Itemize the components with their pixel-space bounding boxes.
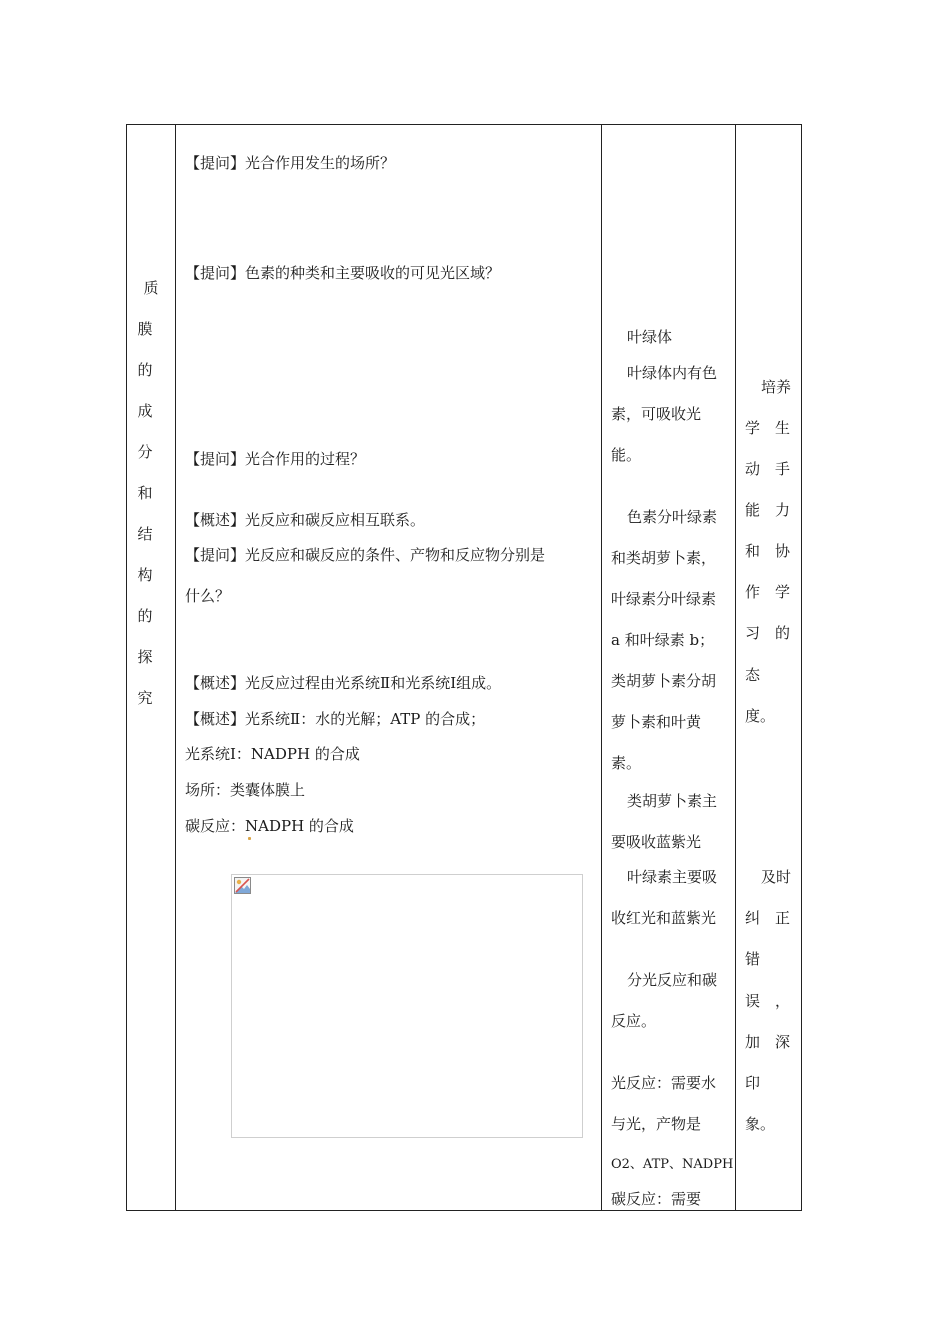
intent-text: 加 深 bbox=[745, 1033, 791, 1051]
summary-text: 【概述】光反应和碳反应相互联系。 bbox=[185, 511, 426, 529]
intent-text: 学 生 bbox=[745, 419, 791, 437]
answer-text: 分光反应和碳 bbox=[627, 971, 718, 989]
answer-text: 素。 bbox=[611, 754, 642, 772]
answer-text: 要吸收蓝紫光 bbox=[611, 833, 702, 851]
answer-text: 类胡萝卜素主 bbox=[627, 792, 718, 810]
intent-text: 习 的 bbox=[745, 624, 791, 642]
summary-text: 【概述】光系统Ⅱ：水的光解；ATP 的合成； bbox=[185, 710, 486, 728]
intent-text: 误 ， bbox=[745, 992, 791, 1010]
heading-char: 和 bbox=[137, 484, 153, 502]
answer-text: 和类胡萝卜素， bbox=[611, 549, 717, 567]
answer-text: 类胡萝卜素分胡 bbox=[611, 672, 717, 690]
heading-char: 构 bbox=[137, 566, 153, 584]
intent-text: 错 bbox=[745, 950, 761, 968]
answer-text: a 和叶绿素 b； bbox=[611, 631, 715, 649]
body-text: 碳反应：NADPH 的合成 bbox=[185, 817, 354, 835]
body-text: 场所：类囊体膜上 bbox=[185, 781, 306, 799]
answer-text: 收红光和蓝紫光 bbox=[611, 909, 717, 927]
answer-text: 叶绿体内有色 bbox=[627, 364, 718, 382]
question-text: 什么？ bbox=[185, 587, 231, 605]
question-text: 【提问】光合作用的过程？ bbox=[185, 450, 366, 468]
section-heading-column bbox=[127, 125, 175, 1210]
heading-char: 膜 bbox=[137, 320, 153, 338]
intent-text: 动 手 bbox=[745, 460, 791, 478]
intent-text: 及时 bbox=[761, 868, 792, 886]
intent-text: 态 bbox=[745, 666, 761, 684]
figure-placeholder bbox=[231, 874, 583, 1138]
answer-text: 素，可吸收光 bbox=[611, 405, 702, 423]
heading-char: 结 bbox=[137, 525, 153, 543]
question-text: 【提问】光合作用发生的场所？ bbox=[185, 154, 396, 172]
intent-text: 象。 bbox=[745, 1115, 776, 1133]
heading-char: 的 bbox=[137, 607, 153, 625]
broken-image-icon bbox=[234, 877, 251, 894]
answer-text: 叶绿素分叶绿素 bbox=[611, 590, 717, 608]
intent-text: 作 学 bbox=[745, 583, 791, 601]
heading-char: 成 bbox=[137, 402, 153, 420]
answer-text: 萝卜素和叶黄 bbox=[611, 713, 702, 731]
intent-text: 印 bbox=[745, 1074, 761, 1092]
summary-text: 【概述】光反应过程由光系统Ⅱ和光系统Ⅰ组成。 bbox=[185, 674, 502, 692]
answer-text: 与光，产物是 bbox=[611, 1115, 702, 1133]
answer-text: 碳反应：需要 bbox=[611, 1190, 702, 1208]
heading-char: 究 bbox=[137, 689, 153, 707]
answer-text: 反应。 bbox=[611, 1012, 657, 1030]
teacher-activity-column bbox=[175, 125, 601, 1210]
intent-text: 度。 bbox=[745, 707, 776, 725]
heading-char: 的 bbox=[137, 361, 153, 379]
answer-text: 色素分叶绿素 bbox=[627, 508, 718, 526]
intent-text: 和 协 bbox=[745, 542, 791, 560]
marker-dot bbox=[248, 837, 251, 840]
answer-text: O2、ATP、NADPH bbox=[611, 1157, 734, 1172]
intent-text: 纠 正 bbox=[745, 909, 791, 927]
intent-text: 能 力 bbox=[745, 501, 791, 519]
design-intent-column bbox=[735, 125, 803, 1210]
heading-char: 分 bbox=[137, 443, 153, 461]
body-text: 光系统Ⅰ：NADPH 的合成 bbox=[185, 745, 360, 763]
student-activity-column bbox=[601, 125, 735, 1210]
heading-char: 质 bbox=[143, 279, 159, 297]
answer-text: 叶绿体 bbox=[627, 328, 673, 346]
question-text: 【提问】色素的种类和主要吸收的可见光区域？ bbox=[185, 264, 501, 282]
intent-text: 培养 bbox=[761, 378, 792, 396]
answer-text: 能。 bbox=[611, 446, 642, 464]
answer-text: 光反应：需要水 bbox=[611, 1074, 717, 1092]
lesson-table bbox=[126, 124, 802, 1211]
heading-char: 探 bbox=[137, 648, 153, 666]
question-text: 【提问】光反应和碳反应的条件、产物和反应物分别是 bbox=[185, 546, 546, 564]
answer-text: 叶绿素主要吸 bbox=[627, 868, 718, 886]
